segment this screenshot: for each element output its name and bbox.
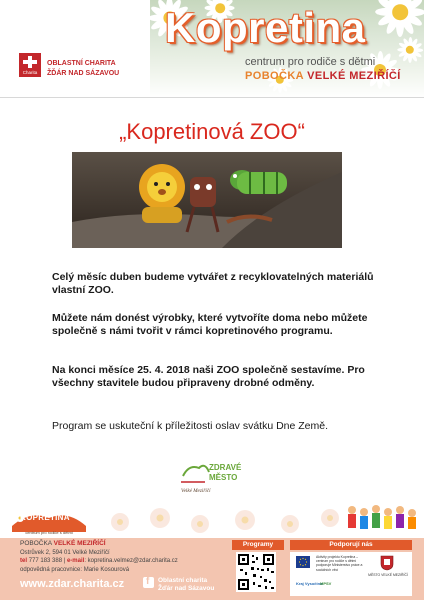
event-title: „Kopretinová ZOO“ [119,119,305,144]
facebook-icon[interactable] [143,577,154,588]
zm-line-1: ZDRAVÉ [209,463,242,472]
organization-name [47,59,119,79]
supporters-tag: Podporují nás [290,540,412,550]
email-label: e-mail [66,558,85,564]
facebook-icon-glyph: f [146,576,150,587]
org-line-2: ŽĎÁR NAD SÁZAVOU [47,70,120,77]
brand-subtitle: centrum pro rodiče s dětmi [245,56,376,68]
charita-logo-text: Charita [22,70,38,75]
header [0,0,424,98]
branch-line [245,70,420,82]
programs-tag: Programy [232,540,284,550]
header-divider [0,97,424,98]
branch-word: POBOČKA [245,70,304,82]
footer-address: Ostrůvek 2, 594 01 Velké Meziříčí [20,549,110,556]
branch-city: VELKÉ MEZIŘÍČÍ [307,70,401,82]
zm-line-3: Velké Meziříčí [181,488,211,494]
velke-mezirici-crest-icon [380,555,394,571]
paragraph-3: Na konci měsíce 25. 4. 2018 naši ZOO společně sestavíme. Pro všechny stavitele budou připraveny drobné odměny. [52,364,365,389]
qr-code[interactable] [236,552,276,592]
contact-block [20,540,230,574]
kopretina-small-subtitle: centrum pro rodiče s dětmi [25,530,73,535]
zdrave-mesto-logo [175,458,245,496]
email-value[interactable]: kopretina.velmez@zdar.charita.cz [87,558,178,564]
website-link[interactable]: www.zdar.charita.cz [20,578,125,590]
tel-label: tel [20,558,28,564]
footer-responsible: odpovědná pracovnice: Marie Kosourová [20,566,130,573]
paragraph-1: Celý měsíc duben budeme vytvářet z recyklovatelných materiálů vlastní ZOO. [52,271,374,296]
zm-line-2: MĚSTO [209,473,238,482]
fb-line-2: Žďár nad Sázavou [158,585,215,592]
footer-org [20,540,230,549]
footer-contact-line: tel 777 183 388 | e-mail: kopretina.velmez@zdar.charita.cz [20,558,178,564]
org-line-1: OBLASTNÍ CHARITA [47,60,116,67]
recycled-zoo-photo [72,152,342,248]
paragraph-2: Můžete nám donést výrobky, které vytvoříte doma nebo můžete společně s námi tvořit v rámci kopretinového programu. [52,312,368,337]
eu-flag-icon [296,556,310,568]
kraj-vysocina-logo: Kraj Vysočina [296,581,323,586]
footer-org-city: VELKÉ MEZIŘÍČÍ [53,540,106,547]
mpsv-logo: MPSV [320,581,332,586]
tel-value[interactable]: 777 183 388 [28,558,63,564]
velke-mezirici-text: MĚSTO VELKÉ MEZIŘÍČÍ [368,573,408,577]
kopretina-small-title: KOPRETINA [20,513,70,522]
brand-title: Kopretina [165,4,366,51]
footer-org-prefix: POBOČKA [20,540,54,547]
facebook-page-name[interactable] [158,577,214,593]
support-description: Aktivity projektu Kopretina – centrum pro rodiče s dětmi podporuje Ministerstvo práce a sociálních věcí [316,555,363,572]
fb-line-1: Oblastní charita [158,577,208,584]
event-note: Program se uskuteční k příležitosti oslav svátku Dne Země. [52,420,329,432]
charita-logo [19,53,41,77]
